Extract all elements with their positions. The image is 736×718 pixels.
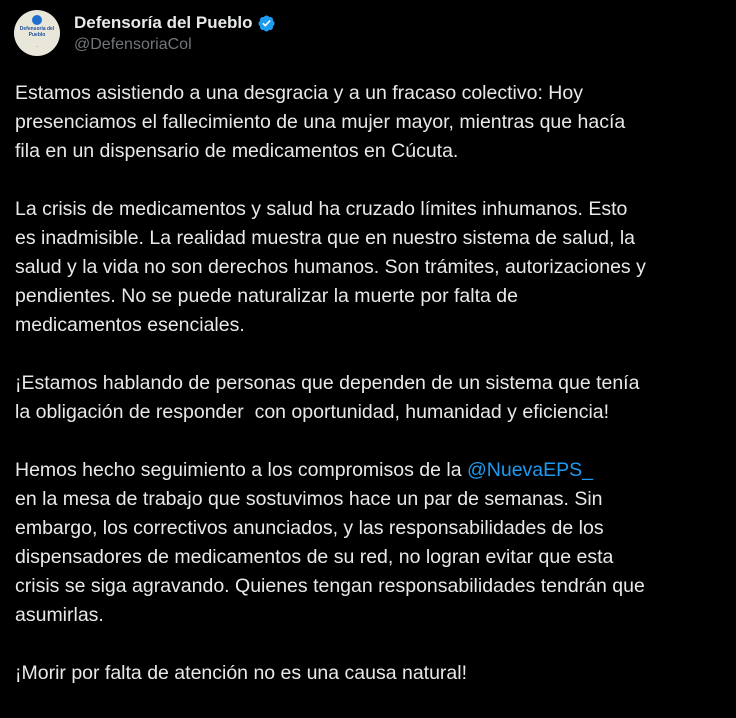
text-line: es inadmisible. La realidad muestra que en nuestro sistema de salud, la xyxy=(15,227,636,249)
handle[interactable]: @DefensoriaCol xyxy=(74,36,192,53)
text-line: la obligación de responder con oportunidad, humanidad y eficiencia! xyxy=(15,401,610,423)
avatar-logo-text: Defensoría del Pueblo xyxy=(19,26,55,38)
text-line: asumirlas. xyxy=(15,604,104,626)
logo-drop-icon xyxy=(32,15,42,25)
text-line: pendientes. No se puede naturalizar la muerte por falta de xyxy=(15,285,518,307)
verified-badge-icon xyxy=(257,14,276,33)
text-line: Estamos asistiendo a una desgracia y a un fracaso colectivo: Hoy xyxy=(15,82,583,104)
avatar[interactable] xyxy=(14,10,60,56)
author-names xyxy=(74,12,276,54)
text-line xyxy=(15,456,727,485)
tweet-text xyxy=(15,79,727,717)
text-line: ¡Morir por falta de atención no es una causa natural! xyxy=(15,662,468,684)
text-line: dispensadores de medicamentos de su red, no logran evitar que esta xyxy=(15,546,614,568)
text-segment: Hemos hecho seguimiento a los compromisos de la xyxy=(15,459,467,481)
avatar-signature: ~ xyxy=(35,44,39,49)
paragraph-3 xyxy=(15,369,727,427)
paragraph-5 xyxy=(15,659,727,688)
paragraph-4 xyxy=(15,456,727,630)
text-line: salud y la vida no son derechos humanos. Son trámites, autorizaciones y xyxy=(15,256,646,278)
display-name[interactable]: Defensoría del Pueblo xyxy=(74,13,253,32)
text-line: La crisis de medicamentos y salud ha cruzado límites inhumanos. Esto xyxy=(15,198,628,220)
text-line: crisis se siga agravando. Quienes tengan responsabilidades tendrán que xyxy=(15,575,645,597)
text-line: fila en un dispensario de medicamentos en Cúcuta. xyxy=(15,140,459,162)
mention-link[interactable]: @NuevaEPS_ xyxy=(466,459,593,481)
paragraph-1 xyxy=(15,79,727,166)
paragraph-2 xyxy=(15,195,727,340)
text-line: medicamentos esenciales. xyxy=(15,314,245,336)
text-line: presenciamos el fallecimiento de una mujer mayor, mientras que hacía xyxy=(15,111,626,133)
tweet-header xyxy=(14,9,276,57)
text-line: embargo, los correctivos anunciados, y las responsabilidades de los xyxy=(15,517,604,539)
name-row xyxy=(74,12,276,34)
text-line: en la mesa de trabajo que sostuvimos hace un par de semanas. Sin xyxy=(15,488,603,510)
text-line: ¡Estamos hablando de personas que dependen de un sistema que tenía xyxy=(15,372,640,394)
